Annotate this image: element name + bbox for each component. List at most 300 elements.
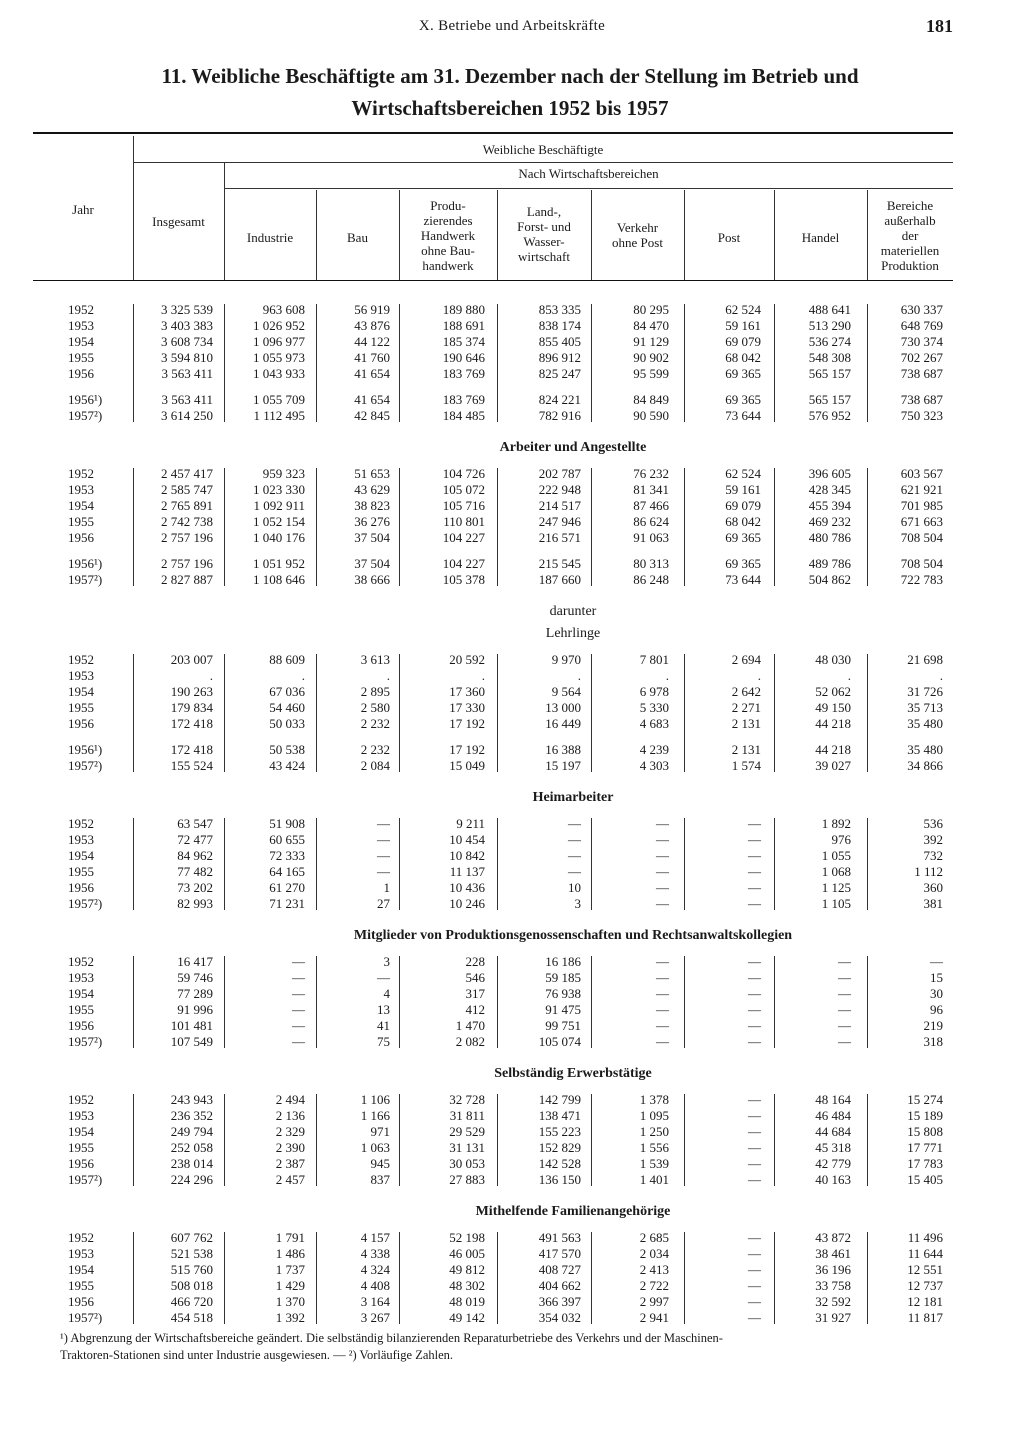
cell-land: — <box>568 848 581 863</box>
cell-verkehr: 4 239 <box>639 742 669 757</box>
table-row <box>33 668 953 684</box>
cell-industrie: 2 457 <box>275 1172 305 1187</box>
cell-bereiche: 671 663 <box>900 514 943 529</box>
cell-industrie: 1 112 495 <box>253 408 305 423</box>
cell-land: 9 970 <box>551 652 581 667</box>
cell-post: — <box>748 1140 761 1155</box>
column-header-line: Forst- und <box>517 219 571 234</box>
column-header-line: ohne Post <box>612 235 663 250</box>
table-row <box>33 1246 953 1262</box>
cell-jahr: 1956¹) <box>68 556 103 571</box>
cell-insgesamt: 249 794 <box>170 1124 213 1139</box>
cell-bau: 3 164 <box>360 1294 390 1309</box>
cell-handel: 40 163 <box>815 1172 851 1187</box>
cell-bau: 3 <box>383 954 390 969</box>
cell-verkehr: 84 470 <box>633 318 669 333</box>
cell-jahr: 1957²) <box>68 408 103 423</box>
cell-bau: 3 267 <box>360 1310 390 1325</box>
cell-verkehr: 4 303 <box>639 758 669 773</box>
cell-jahr: 1956¹) <box>68 742 103 757</box>
table-row <box>33 572 953 588</box>
cell-insgesamt: 607 762 <box>170 1230 213 1245</box>
cell-bau: 38 666 <box>354 572 390 587</box>
cell-handel: 36 196 <box>815 1262 851 1277</box>
cell-handwerk: 52 198 <box>449 1230 485 1245</box>
cell-verkehr: — <box>656 970 669 985</box>
cell-insgesamt: 2 457 417 <box>161 466 213 481</box>
column-header-bereiche <box>867 198 953 273</box>
cell-land: 152 829 <box>538 1140 581 1155</box>
table-row <box>33 864 953 880</box>
cell-bau: 56 919 <box>354 302 390 317</box>
cell-bereiche: 35 480 <box>907 716 943 731</box>
cell-verkehr: 87 466 <box>633 498 669 513</box>
cell-land: 13 000 <box>545 700 581 715</box>
section-heading: Arbeiter und Angestellte <box>499 440 647 455</box>
cell-verkehr: 86 248 <box>633 572 669 587</box>
cell-industrie: . <box>301 668 305 683</box>
cell-handel: . <box>847 668 851 683</box>
cell-bereiche: 15 <box>930 970 943 985</box>
cell-bau: — <box>377 864 390 879</box>
cell-verkehr: 1 556 <box>639 1140 669 1155</box>
cell-bau: 2 084 <box>360 758 390 773</box>
cell-bau: 4 157 <box>360 1230 390 1245</box>
cell-jahr: 1956 <box>68 716 94 731</box>
cell-bereiche: 648 769 <box>900 318 943 333</box>
cell-verkehr: 1 401 <box>639 1172 669 1187</box>
cell-verkehr: — <box>656 864 669 879</box>
table-row <box>33 1092 953 1108</box>
cell-jahr: 1952 <box>68 954 94 969</box>
cell-industrie: 72 333 <box>269 848 305 863</box>
table-row <box>33 742 953 758</box>
column-header-post: Post <box>717 230 741 245</box>
cell-insgesamt: 515 760 <box>170 1262 213 1277</box>
cell-handel: 49 150 <box>815 700 851 715</box>
cell-handwerk: 412 <box>465 1002 485 1017</box>
cell-bau: 75 <box>377 1034 390 1049</box>
cell-insgesamt: 236 352 <box>170 1108 213 1123</box>
cell-handwerk: 17 360 <box>449 684 485 699</box>
cell-verkehr: 86 624 <box>633 514 669 529</box>
table-row <box>33 366 953 382</box>
cell-industrie: 959 323 <box>262 466 305 481</box>
cell-industrie: 64 165 <box>269 864 305 879</box>
cell-bau: 4 338 <box>360 1246 390 1261</box>
cell-jahr: 1953 <box>68 832 94 847</box>
cell-jahr: 1952 <box>68 652 94 667</box>
cell-bau: 945 <box>370 1156 390 1171</box>
cell-industrie: 1 108 646 <box>253 572 305 587</box>
cell-verkehr: — <box>656 954 669 969</box>
cell-handwerk: 9 211 <box>456 816 485 831</box>
table-row <box>33 1140 953 1156</box>
cell-industrie: 88 609 <box>269 652 305 667</box>
cell-handwerk: 184 485 <box>442 408 485 423</box>
table-row <box>33 716 953 732</box>
cell-handel: 1 892 <box>821 816 851 831</box>
cell-post: — <box>748 1278 761 1293</box>
table-row <box>33 758 953 774</box>
cell-land: 853 335 <box>538 302 581 317</box>
cell-bereiche: . <box>939 668 943 683</box>
cell-land: 10 <box>568 880 581 895</box>
cell-handwerk: 188 691 <box>442 318 485 333</box>
cell-insgesamt: 3 563 411 <box>161 366 213 381</box>
footnote-1: ¹) Abgrenzung der Wirtschaftsbereiche geändert. Die selbständig bilanzierenden Reparaturbetriebe des Verkehrs und der Maschinen- <box>60 1331 723 1345</box>
cell-handel: 44 218 <box>815 742 851 757</box>
cell-handel: 504 862 <box>808 572 851 587</box>
table-row <box>33 350 953 366</box>
cell-verkehr: — <box>656 986 669 1001</box>
cell-industrie: — <box>292 954 305 969</box>
cell-jahr: 1955 <box>68 864 94 879</box>
footnote-2: Traktoren-Stationen sind unter Industrie ausgewiesen. — ²) Vorläufige Zahlen. <box>60 1348 454 1362</box>
cell-bau: 41 <box>377 1018 390 1033</box>
cell-handel: — <box>838 1002 851 1017</box>
cell-industrie: — <box>292 1002 305 1017</box>
column-header-line: der <box>901 228 919 243</box>
cell-post: 62 524 <box>725 466 761 481</box>
cell-verkehr: — <box>656 816 669 831</box>
cell-insgesamt: 521 538 <box>170 1246 213 1261</box>
table-row <box>33 1018 953 1034</box>
cell-handel: 39 027 <box>815 758 851 773</box>
cell-bereiche: 12 551 <box>907 1262 943 1277</box>
cell-handwerk: 32 728 <box>449 1092 485 1107</box>
cell-post: 69 365 <box>725 366 761 381</box>
cell-land: 247 946 <box>538 514 581 529</box>
column-header-insgesamt: Insgesamt <box>152 214 205 229</box>
cell-industrie: 60 655 <box>269 832 305 847</box>
cell-bereiche: 701 985 <box>900 498 943 513</box>
cell-insgesamt: 172 418 <box>170 742 213 757</box>
cell-land: — <box>568 864 581 879</box>
cell-jahr: 1956 <box>68 1018 94 1033</box>
column-header-line: außerhalb <box>884 213 936 228</box>
column-header-line: materiellen <box>880 243 940 258</box>
cell-industrie: 1 023 330 <box>253 482 305 497</box>
page-number: 181 <box>926 16 953 36</box>
cell-post: 1 574 <box>731 758 761 773</box>
section-subheading: Lehrlinge <box>545 626 601 641</box>
cell-bau: 2 580 <box>360 700 390 715</box>
cell-bereiche: 35 713 <box>907 700 943 715</box>
cell-post: — <box>748 1230 761 1245</box>
cell-insgesamt: . <box>209 668 213 683</box>
cell-post: — <box>748 986 761 1001</box>
cell-land: 782 916 <box>538 408 581 423</box>
cell-land: 214 517 <box>538 498 581 513</box>
cell-handel: 31 927 <box>815 1310 851 1325</box>
cell-land: 16 449 <box>545 716 581 731</box>
cell-handwerk: 15 049 <box>449 758 485 773</box>
cell-handwerk: 46 005 <box>449 1246 485 1261</box>
cell-handwerk: 10 246 <box>449 896 485 911</box>
cell-bereiche: 621 921 <box>900 482 943 497</box>
cell-post: — <box>748 1002 761 1017</box>
cell-bau: 41 654 <box>354 366 390 381</box>
cell-post: 69 079 <box>725 498 761 513</box>
cell-insgesamt: 59 746 <box>177 970 213 985</box>
table-row <box>33 986 953 1002</box>
cell-handel: 44 218 <box>815 716 851 731</box>
cell-bau: 27 <box>377 896 390 911</box>
cell-jahr: 1953 <box>68 970 94 985</box>
cell-industrie: 43 424 <box>269 758 305 773</box>
cell-handwerk: 105 072 <box>442 482 485 497</box>
header-rule <box>133 162 953 163</box>
cell-bau: 4 <box>383 986 390 1001</box>
cell-insgesamt: 72 477 <box>177 832 213 847</box>
cell-insgesamt: 179 834 <box>170 700 213 715</box>
cell-bau: . <box>386 668 390 683</box>
column-header-handwerk <box>399 198 497 273</box>
cell-handwerk: 228 <box>465 954 485 969</box>
table-row <box>33 318 953 334</box>
column-header-line: Produ- <box>430 198 466 213</box>
cell-verkehr: 1 539 <box>639 1156 669 1171</box>
cell-insgesamt: 243 943 <box>170 1092 213 1107</box>
cell-handel: 489 786 <box>808 556 851 571</box>
cell-jahr: 1952 <box>68 1092 94 1107</box>
section-heading: Mithelfende Familienangehörige <box>475 1204 671 1219</box>
cell-post: — <box>748 896 761 911</box>
table-row <box>33 954 953 970</box>
cell-land: 215 545 <box>538 556 581 571</box>
title-line-1: 11. Weibliche Beschäftigte am 31. Dezember nach der Stellung im Betrieb und <box>161 64 859 88</box>
cell-land: 142 528 <box>538 1156 581 1171</box>
section-block <box>33 1230 953 1326</box>
cell-handwerk: 48 302 <box>449 1278 485 1293</box>
table-row <box>33 556 953 572</box>
cell-post: — <box>748 1172 761 1187</box>
cell-jahr: 1953 <box>68 668 94 683</box>
cell-jahr: 1955 <box>68 700 94 715</box>
cell-handel: 43 872 <box>815 1230 851 1245</box>
cell-post: 73 644 <box>725 572 761 587</box>
cell-handel: 488 641 <box>808 302 851 317</box>
cell-bau: 13 <box>377 1002 390 1017</box>
cell-bereiche: 96 <box>930 1002 943 1017</box>
cell-industrie: 1 737 <box>275 1262 305 1277</box>
column-header-line: Handwerk <box>420 228 476 243</box>
cell-handel: 469 232 <box>808 514 851 529</box>
cell-verkehr: 80 295 <box>633 302 669 317</box>
cell-post: — <box>748 1018 761 1033</box>
cell-insgesamt: 77 289 <box>177 986 213 1001</box>
cell-bau: 1 <box>383 880 390 895</box>
section-block <box>33 816 953 912</box>
cell-insgesamt: 3 403 383 <box>161 318 213 333</box>
cell-industrie: 2 329 <box>275 1124 305 1139</box>
cell-handel: — <box>838 954 851 969</box>
cell-insgesamt: 454 518 <box>170 1310 213 1325</box>
cell-land: 838 174 <box>538 318 581 333</box>
table-row <box>33 498 953 514</box>
cell-jahr: 1954 <box>68 1262 94 1277</box>
cell-bau: 4 408 <box>360 1278 390 1293</box>
cell-bereiche: 730 374 <box>900 334 943 349</box>
cell-post: — <box>748 880 761 895</box>
table-row <box>33 1294 953 1310</box>
cell-land: 91 475 <box>545 1002 581 1017</box>
cell-insgesamt: 508 018 <box>170 1278 213 1293</box>
cell-bereiche: 15 274 <box>907 1092 943 1107</box>
cell-industrie: 61 270 <box>269 880 305 895</box>
cell-handwerk: 49 142 <box>449 1310 485 1325</box>
table-row <box>33 896 953 912</box>
cell-bau: 38 823 <box>354 498 390 513</box>
cell-verkehr: 6 978 <box>639 684 669 699</box>
cell-post: 69 365 <box>725 392 761 407</box>
cell-bereiche: 219 <box>923 1018 943 1033</box>
cell-verkehr: 2 685 <box>639 1230 669 1245</box>
cell-land: 404 662 <box>538 1278 581 1293</box>
cell-bereiche: 12 737 <box>907 1278 943 1293</box>
cell-handel: 44 684 <box>815 1124 851 1139</box>
column-header-line: Verkehr <box>616 220 659 235</box>
cell-post: 68 042 <box>725 514 761 529</box>
cell-bereiche: 708 504 <box>900 556 943 571</box>
cell-verkehr: 76 232 <box>633 466 669 481</box>
cell-post: — <box>748 1310 761 1325</box>
cell-bereiche: 702 267 <box>900 350 943 365</box>
cell-bereiche: 381 <box>923 896 943 911</box>
cell-jahr: 1952 <box>68 302 94 317</box>
cell-post: — <box>748 816 761 831</box>
cell-jahr: 1956 <box>68 530 94 545</box>
cell-handel: 976 <box>831 832 851 847</box>
cell-verkehr: 7 801 <box>639 652 669 667</box>
table-row <box>33 408 953 424</box>
cell-verkehr: 2 722 <box>639 1278 669 1293</box>
cell-jahr: 1955 <box>68 514 94 529</box>
cell-industrie: 1 392 <box>275 1310 305 1325</box>
running-head: X. Betriebe und Arbeitskräfte <box>418 18 606 34</box>
cell-industrie: 71 231 <box>269 896 305 911</box>
cell-handwerk: 27 883 <box>449 1172 485 1187</box>
cell-bau: 43 876 <box>354 318 390 333</box>
cell-industrie: 1 096 977 <box>253 334 305 349</box>
cell-handel: — <box>838 970 851 985</box>
cell-handel: 576 952 <box>808 408 851 423</box>
cell-jahr: 1956 <box>68 366 94 381</box>
table-row <box>33 832 953 848</box>
cell-handel: 48 030 <box>815 652 851 667</box>
table-row <box>33 530 953 546</box>
section-block <box>33 652 953 774</box>
cell-bau: 971 <box>370 1124 390 1139</box>
table-row <box>33 1278 953 1294</box>
cell-land: 138 471 <box>538 1108 581 1123</box>
cell-industrie: 1 791 <box>275 1230 305 1245</box>
cell-verkehr: 2 941 <box>639 1310 669 1325</box>
table-row <box>33 334 953 350</box>
cell-bau: 41 760 <box>354 350 390 365</box>
cell-industrie: 1 370 <box>275 1294 305 1309</box>
cell-land: 896 912 <box>538 350 581 365</box>
cell-jahr: 1956 <box>68 1294 94 1309</box>
cell-handwerk: 2 082 <box>455 1034 485 1049</box>
cell-bau: 43 629 <box>354 482 390 497</box>
cell-post: 2 131 <box>731 742 761 757</box>
cell-handwerk: 1 470 <box>455 1018 485 1033</box>
cell-insgesamt: 91 996 <box>177 1002 213 1017</box>
cell-post: 73 644 <box>725 408 761 423</box>
table-row <box>33 392 953 408</box>
cell-verkehr: 1 095 <box>639 1108 669 1123</box>
cell-bau: 1 166 <box>360 1108 390 1123</box>
cell-verkehr: — <box>656 848 669 863</box>
cell-bau: 37 504 <box>354 556 390 571</box>
cell-handel: — <box>838 986 851 1001</box>
cell-post: — <box>748 1156 761 1171</box>
cell-handwerk: 110 801 <box>443 514 485 529</box>
cell-handwerk: 104 726 <box>442 466 485 481</box>
cell-jahr: 1955 <box>68 1002 94 1017</box>
cell-handwerk: 11 137 <box>449 864 485 879</box>
cell-jahr: 1955 <box>68 1278 94 1293</box>
cell-bereiche: 603 567 <box>900 466 943 481</box>
cell-handwerk: 105 378 <box>442 572 485 587</box>
cell-post: — <box>748 954 761 969</box>
cell-land: 855 405 <box>538 334 581 349</box>
cell-handel: 428 345 <box>808 482 851 497</box>
cell-bereiche: 11 496 <box>907 1230 943 1245</box>
cell-handel: 455 394 <box>808 498 851 513</box>
cell-post: 69 365 <box>725 530 761 545</box>
cell-jahr: 1953 <box>68 482 94 497</box>
cell-industrie: 2 494 <box>275 1092 305 1107</box>
cell-handel: 42 779 <box>815 1156 851 1171</box>
header-rule <box>224 188 953 189</box>
cell-insgesamt: 3 325 539 <box>161 302 213 317</box>
cell-post: — <box>748 864 761 879</box>
cell-land: 142 799 <box>538 1092 581 1107</box>
cell-bau: — <box>377 848 390 863</box>
cell-post: 59 161 <box>725 318 761 333</box>
cell-land: 155 223 <box>538 1124 581 1139</box>
cell-bau: 37 504 <box>354 530 390 545</box>
cell-handel: 536 274 <box>808 334 851 349</box>
cell-insgesamt: 252 058 <box>170 1140 213 1155</box>
cell-land: 16 186 <box>545 954 581 969</box>
cell-handel: 1 105 <box>821 896 851 911</box>
table-top-rule <box>33 132 953 134</box>
cell-bereiche: 360 <box>923 880 943 895</box>
cell-handwerk: 17 192 <box>449 742 485 757</box>
cell-post: — <box>748 832 761 847</box>
cell-bereiche: 11 644 <box>907 1246 943 1261</box>
cell-land: 105 074 <box>538 1034 581 1049</box>
cell-handel: 52 062 <box>815 684 851 699</box>
cell-verkehr: 81 341 <box>633 482 669 497</box>
cell-land: 216 571 <box>538 530 581 545</box>
column-header-line: handwerk <box>422 258 474 273</box>
cell-handwerk: 20 592 <box>449 652 485 667</box>
cell-verkehr: 91 129 <box>633 334 669 349</box>
cell-insgesamt: 155 524 <box>170 758 213 773</box>
header-divider <box>133 136 134 280</box>
cell-bau: 51 653 <box>354 466 390 481</box>
cell-industrie: 2 390 <box>275 1140 305 1155</box>
cell-post: — <box>748 1246 761 1261</box>
cell-industrie: 1 055 973 <box>253 350 305 365</box>
cell-handel: 1 055 <box>821 848 851 863</box>
cell-insgesamt: 3 614 250 <box>161 408 213 423</box>
